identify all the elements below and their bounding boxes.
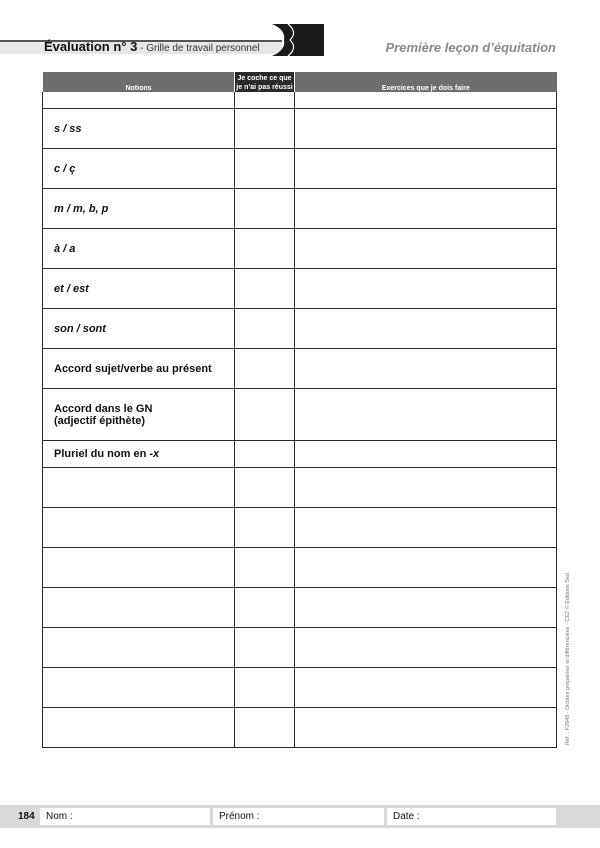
notion-blank-cell[interactable] xyxy=(43,548,235,588)
blank-row xyxy=(43,668,557,708)
blank-row xyxy=(43,628,557,668)
notion-label: c / ç xyxy=(43,149,235,189)
exercise-cell[interactable] xyxy=(295,468,557,508)
name-field[interactable]: Nom : xyxy=(40,808,210,825)
check-cell[interactable] xyxy=(235,588,295,628)
header-tab-icon xyxy=(272,24,324,56)
check-cell[interactable] xyxy=(235,269,295,309)
notion-blank-cell[interactable] xyxy=(43,588,235,628)
exercise-cell[interactable] xyxy=(295,548,557,588)
notion-blank-cell[interactable] xyxy=(43,668,235,708)
check-cell[interactable] xyxy=(235,508,295,548)
exercise-cell[interactable] xyxy=(295,309,557,349)
exercise-cell[interactable] xyxy=(295,441,557,468)
page-number: 184 xyxy=(18,811,35,822)
notion-row xyxy=(43,349,557,389)
check-cell[interactable] xyxy=(235,548,295,588)
work-grid-table xyxy=(42,72,557,748)
notion-label: Accord sujet/verbe au présent xyxy=(43,349,235,389)
check-cell[interactable] xyxy=(235,149,295,189)
exercise-cell[interactable] xyxy=(295,189,557,229)
notion-label: et / est xyxy=(43,269,235,309)
blank-row xyxy=(43,708,557,748)
notion-row xyxy=(43,149,557,189)
notion-label: Accord dans le GN (adjectif épithète) xyxy=(43,389,235,441)
notion-blank-cell[interactable] xyxy=(43,628,235,668)
exercises-header: Exercices que je dois faire xyxy=(295,72,557,92)
check-cell[interactable] xyxy=(235,109,295,149)
notion-row xyxy=(43,109,557,149)
check-cell[interactable] xyxy=(235,468,295,508)
exercise-cell[interactable] xyxy=(295,349,557,389)
evaluation-subtitle: - Grille de travail personnel xyxy=(137,43,260,54)
notion-row xyxy=(43,309,557,349)
exercise-cell[interactable] xyxy=(295,229,557,269)
check-cell[interactable] xyxy=(235,441,295,468)
check-cell[interactable] xyxy=(235,349,295,389)
notion-row xyxy=(43,441,557,468)
notion-label: s / ss xyxy=(43,109,235,149)
notion-row xyxy=(43,189,557,229)
blank-row xyxy=(43,548,557,588)
check-cell[interactable] xyxy=(235,708,295,748)
copyright-reference: Réf. : F2848 - Dictées préparées et différenciées - CE2 © Éditions Sed xyxy=(565,572,571,745)
notion-blank-cell[interactable] xyxy=(43,708,235,748)
footer-bar xyxy=(0,805,600,828)
exercise-cell[interactable] xyxy=(295,668,557,708)
notion-blank-cell[interactable] xyxy=(43,468,235,508)
check-header: Je coche ce que je n’ai pas réussi xyxy=(235,72,295,92)
check-cell[interactable] xyxy=(235,309,295,349)
evaluation-label: Évaluation n° 3 xyxy=(44,39,138,54)
check-cell[interactable] xyxy=(235,189,295,229)
notion-label: Pluriel du nom en -x xyxy=(43,441,235,468)
notion-row xyxy=(43,269,557,309)
exercise-cell[interactable] xyxy=(295,508,557,548)
notion-row xyxy=(43,229,557,269)
notion-label: à / a xyxy=(43,229,235,269)
blank-row xyxy=(43,508,557,548)
check-cell[interactable] xyxy=(235,389,295,441)
notion-row xyxy=(43,389,557,441)
evaluation-title xyxy=(44,39,260,54)
spacer-row xyxy=(43,92,557,109)
notion-blank-cell[interactable] xyxy=(43,508,235,548)
check-cell[interactable] xyxy=(235,628,295,668)
notions-header: Notions xyxy=(43,72,235,92)
notion-label: m / m, b, p xyxy=(43,189,235,229)
lesson-title: Première leçon d’équitation xyxy=(385,40,556,55)
exercise-cell[interactable] xyxy=(295,708,557,748)
exercise-cell[interactable] xyxy=(295,109,557,149)
first-name-field[interactable]: Prénom : xyxy=(213,808,384,825)
exercise-cell[interactable] xyxy=(295,588,557,628)
check-cell[interactable] xyxy=(235,668,295,708)
exercise-cell[interactable] xyxy=(295,389,557,441)
exercise-cell[interactable] xyxy=(295,269,557,309)
blank-row xyxy=(43,468,557,508)
exercise-cell[interactable] xyxy=(295,149,557,189)
exercise-cell[interactable] xyxy=(295,628,557,668)
blank-row xyxy=(43,588,557,628)
date-field[interactable]: Date : xyxy=(387,808,556,825)
check-cell[interactable] xyxy=(235,229,295,269)
notion-label: son / sont xyxy=(43,309,235,349)
